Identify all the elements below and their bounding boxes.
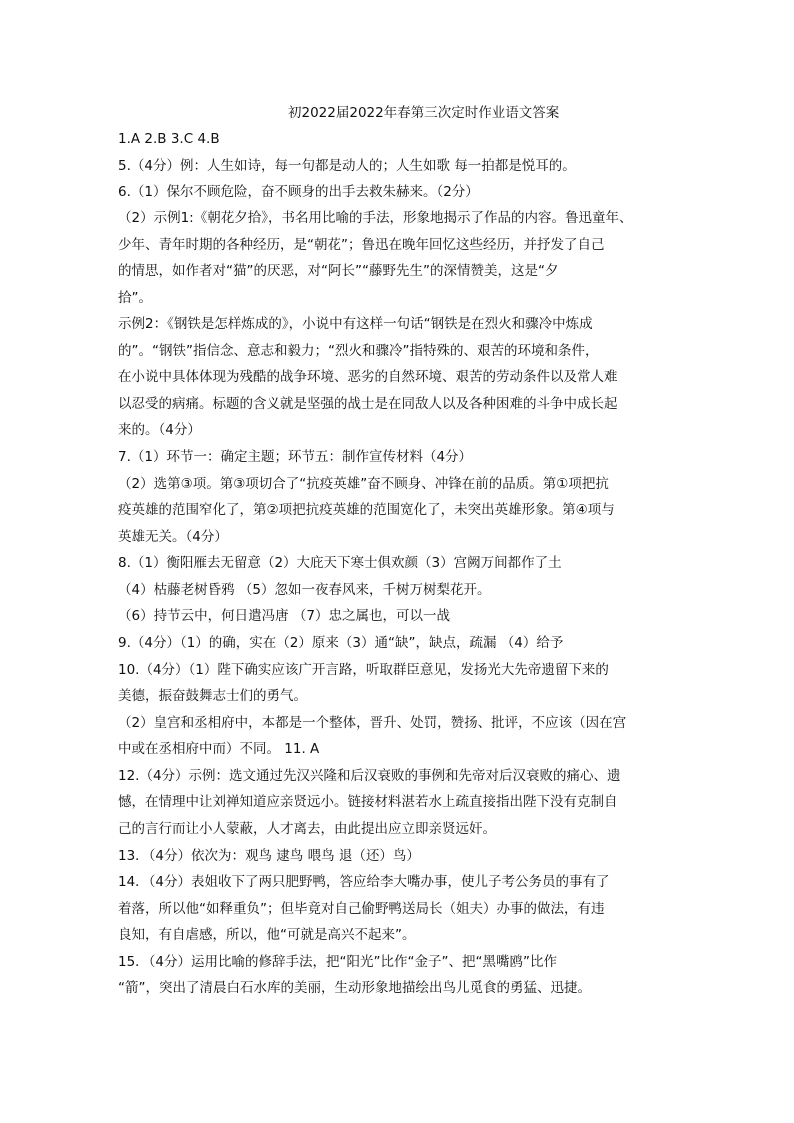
answer-line: 的情思，如作者对“猫”的厌恶，对“阿长”“藤野先生”的深情赞美，这是“夕 <box>118 263 559 279</box>
answer-line: 15．（4分）运用比喻的修辞手法，把“阳光”比作“金子”、把“黑嘴鸥”比作 <box>118 954 557 970</box>
answer-line: 在小说中具体体现为残酷的战争环境、恶劣的自然环境、艰苦的劳动条件以及常人难 <box>118 369 618 385</box>
answer-line: 5.（4分）例：人生如诗，每一句都是动人的；人生如歌 每一拍都是悦耳的。 <box>118 158 576 174</box>
answer-line: 9.（4分）（1）的确，实在（2）原来（3）通“缺”，缺点，疏漏 （4）给予 <box>118 635 564 651</box>
answer-line: 少年、青年时期的各种经历，是“朝花”；鲁迅在晚年回忆这些经历，并抒发了自己 <box>118 237 605 253</box>
answer-line: （2）示例1:《朝花夕拾》，书名用比喻的手法，形象地揭示了作品的内容。鲁迅童年、 <box>118 210 633 226</box>
answer-line: 己的言行而让小人蒙蔽，人才离去，由此提出应立即亲贤远奸。 <box>118 821 496 837</box>
answer-line: （2）皇宫和丞相府中，本都是一个整体，晋升、处罚，赞扬、批评，不应该（因在宫 <box>118 715 627 731</box>
answer-line: “箭”，突出了清晨白石水库的美丽，生动形象地描绘出鸟儿觅食的勇猛、迅捷。 <box>118 980 591 996</box>
answer-line: 憾，在情理中让刘禅知道应亲贤远小。链接材料湛若水上疏直接指出陛下没有克制自 <box>118 794 618 810</box>
answer-line: 美德，振奋鼓舞志士们的勇气。 <box>118 688 307 704</box>
answer-line: 疫英雄的范围窄化了，第②项把抗疫英雄的范围宽化了，未突出英雄形象。第④项与 <box>118 502 615 518</box>
answer-line: 12.（4分）示例：选文通过先汉兴隆和后汉衰败的事例和先帝对后汉衰败的痛心、遗 <box>118 768 621 784</box>
answer-line: 示例2：《钢铁是怎样炼成的》，小说中有这样一句话“钢铁是在烈火和骤冷中炼成 <box>118 316 593 332</box>
answer-line: 英雄无关。（4分） <box>118 529 228 545</box>
answer-line: 良知，有自虐感，所以，他“可就是高兴不起来”。 <box>118 927 416 943</box>
answer-line: （4）枯藤老树昏鸦 （5）忽如一夜春风来，千树万树梨花开。 <box>118 582 491 598</box>
answer-line: 13．（4分）依次为：观鸟 逮鸟 喂鸟 退（还）鸟） <box>118 848 420 864</box>
answer-line: （2）选第③项。第③项切合了“抗疫英雄”奋不顾身、冲锋在前的品质。第①项把抗 <box>118 476 609 492</box>
answer-line: 1.A 2.B 3.C 4.B <box>118 131 220 147</box>
answer-line: 8.（1）衡阳雁去无留意（2）大庇天下寒士俱欢颜（3）宫阙万间都作了土 <box>118 555 562 571</box>
answer-line: 着落，所以他“如释重负”；但毕竟对自己偷野鸭送局长（姐夫）办事的做法，有违 <box>118 901 605 917</box>
answer-line: （6）持节云中，何日遣冯唐 （7）忠之属也，可以一战 <box>118 608 450 624</box>
answer-line: 10.（4分）（1）陛下确实应该广开言路，听取群臣意见，发扬光大先帝遗留下来的 <box>118 662 609 678</box>
answer-line: 中或在丞相府中而）不同。 11. A <box>118 741 320 757</box>
answer-line: 7.（1）环节一：确定主题；环节五：制作宣传材料（4分） <box>118 449 473 465</box>
answer-line: 14．（4分）表姐收下了两只肥野鸭，答应给李大嘴办事，使儿子考公务员的事有了 <box>118 874 610 890</box>
answer-line: 来的。（4分） <box>118 422 201 438</box>
answer-line: 拾”。 <box>118 290 152 306</box>
answer-line: 以忍受的病痛。标题的含义就是坚强的战士是在同敌人以及各种困难的斗争中成长起 <box>118 396 618 412</box>
answer-line: 的”。“钢铁”指信念、意志和毅力；“烈火和骤冷”指特殊的、艰苦的环境和条件， <box>118 343 599 359</box>
answer-line: 6.（1）保尔不顾危险，奋不顾身的出手去救朱赫来。（2分） <box>118 184 479 200</box>
page-title: 初2022届2022年春第三次定时作业语文答案 <box>288 105 560 121</box>
